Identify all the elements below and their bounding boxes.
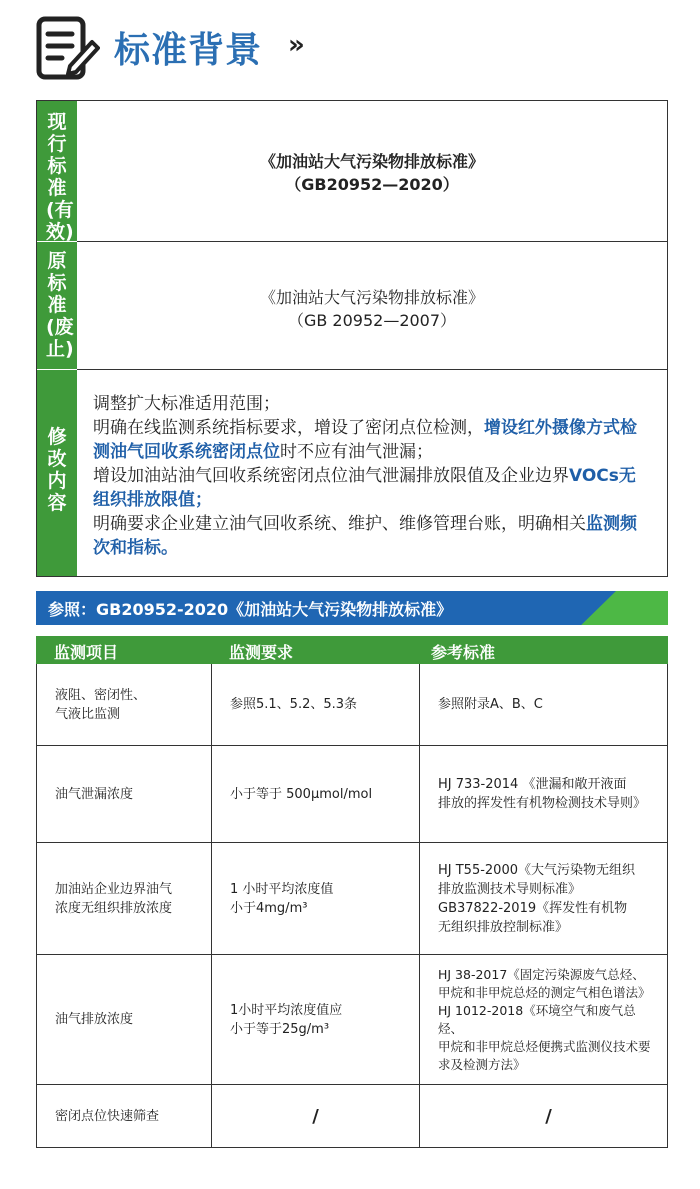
change-line-4 xyxy=(93,512,647,560)
cell-item: 密闭点位快速筛查 xyxy=(37,1085,212,1147)
current-standard-row xyxy=(77,101,667,242)
cell-requirement: 1 小时平均浓度值 小于4mg/m³ xyxy=(212,843,420,954)
cell-item: 油气泄漏浓度 xyxy=(37,746,212,842)
changes-label: 修改内容 xyxy=(47,426,67,514)
original-standard-row xyxy=(77,242,667,370)
change-line-1: 调整扩大标准适用范围； xyxy=(93,394,280,414)
table-row xyxy=(37,955,667,1085)
cell-requirement: 1小时平均浓度值应 小于等于25g/m³ xyxy=(212,955,420,1084)
change-line-3-text: 增设加油站油气回收系统密闭点位油气泄漏排放限值及企业边界 xyxy=(93,466,569,486)
chevron-right-icon: » xyxy=(288,30,305,60)
change-line-3-highlight: VOCs无组织排放限值； xyxy=(93,466,636,510)
change-line-2-highlight: 增设红外摄像方式检测油气回收系统密闭点位 xyxy=(93,418,637,462)
cell-standard: / xyxy=(545,1105,552,1127)
change-line-2-tail: 时不应有油气泄漏； xyxy=(280,442,433,462)
change-line-2-text: 明确在线监测系统指标要求，增设了密闭点位检测， xyxy=(93,418,484,438)
change-line-4-text: 明确要求企业建立油气回收系统、维护、维修管理台账，明确相关 xyxy=(93,514,586,534)
change-line-3 xyxy=(93,464,647,512)
cell-standard: HJ T55-2000《大气污染物无组织 排放监测技术导则标准》 GB37822-2019《挥发性有机物 无组织排放控制标准》 xyxy=(438,862,635,935)
cell-requirement: 参照5.1、5.2、5.3条 xyxy=(212,664,420,745)
current-standard-code: （GB20952—2020） xyxy=(285,175,459,194)
reference-banner xyxy=(36,591,668,625)
table-row xyxy=(37,664,667,746)
header-requirement: 监测要求 xyxy=(229,643,294,662)
original-standard-name: 《加油站大气污染物排放标准》 xyxy=(259,288,484,307)
table-row xyxy=(37,1085,667,1147)
table-header xyxy=(36,636,668,664)
header-item: 监测项目 xyxy=(54,643,119,662)
reference-banner-text: 参照：GB20952-2020《加油站大气污染物排放标准》 xyxy=(48,600,453,619)
changes-text xyxy=(93,392,647,560)
document-pen-icon xyxy=(36,16,100,82)
cell-standard: HJ 38-2017《固定污染源废气总烃、 甲烷和非甲烷总烃的测定气相色谱法》 HJ 1012-2018《环境空气和废气总烃、 甲烷和非甲烷总烃便携式监测仪技术要 求及检测方法》 xyxy=(438,966,651,1072)
current-standard-name: 《加油站大气污染物排放标准》 xyxy=(259,152,484,171)
cell-requirement: 小于等于 500μmol/mol xyxy=(212,746,420,842)
header-standard: 参考标准 xyxy=(431,643,496,662)
standards-table xyxy=(36,100,668,577)
cell-standard: 参照附录A、B、C xyxy=(438,697,543,712)
change-line-2 xyxy=(93,416,647,464)
cell-requirement: / xyxy=(212,1085,420,1147)
monitoring-table xyxy=(36,636,668,1148)
current-standard-label: 现行标准(有效) xyxy=(37,101,77,242)
page-title: 标准背景 xyxy=(114,30,263,71)
cell-item: 油气排放浓度 xyxy=(37,955,212,1084)
cell-standard: HJ 733-2014 《泄漏和敞开液面 排放的挥发性有机物检测技术导则》 xyxy=(438,777,647,811)
section-header xyxy=(36,14,676,86)
table-row xyxy=(37,843,667,955)
cell-item: 加油站企业边界油气 浓度无组织排放浓度 xyxy=(37,843,212,954)
change-line-4-highlight: 监测频次和指标。 xyxy=(93,514,637,558)
table-body xyxy=(36,664,668,1148)
original-standard-label: 原标准(废止) xyxy=(37,242,77,370)
changes-row xyxy=(37,370,667,576)
table-row xyxy=(37,746,667,843)
cell-item: 液阻、密闭性、 气液比监测 xyxy=(37,664,212,745)
original-standard-code: （GB 20952—2007） xyxy=(287,311,457,330)
